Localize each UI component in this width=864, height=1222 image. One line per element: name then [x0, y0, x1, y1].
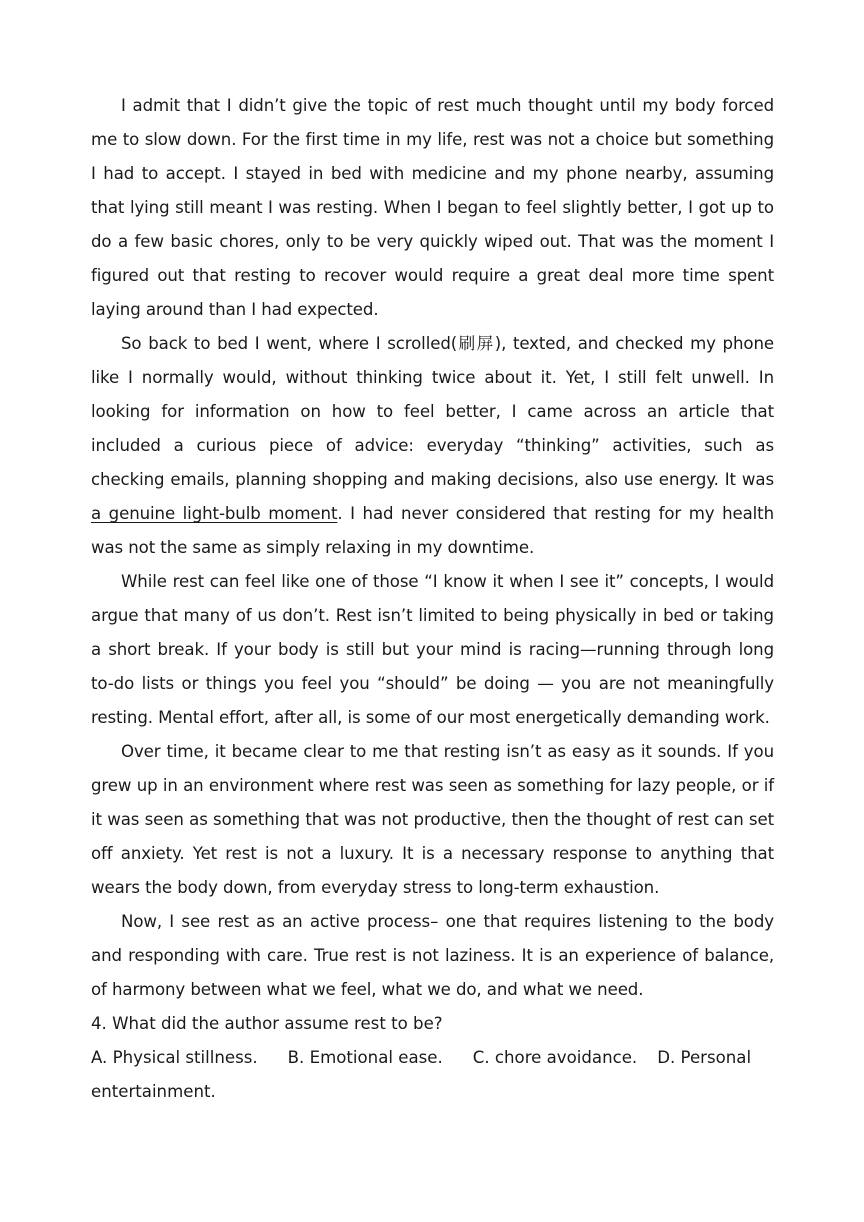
paragraph-3: While rest can feel like one of those “I know it when I see it” concepts, I would argue that many of us don’t. Rest isn’t limited to being physically in bed or taking a short break. If your body is still but your mind is racing—running through long to-do lists or things you feel you “should” be doing — you are not meaningfully resting. Mental effort, after all, is some of our most energetically demanding work.: [91, 572, 774, 727]
underlined-phrase: a genuine light-bulb moment: [91, 504, 338, 523]
option-c: C. chore avoidance.: [472, 1048, 638, 1067]
paragraph-5: Now, I see rest as an active process– one that requires listening to the body and responding with care. True rest is not laziness. It is an experience of balance, of harmony between what we feel, what we do, and what we need.: [91, 912, 774, 999]
option-b: B. Emotional ease.: [287, 1048, 443, 1067]
paragraph-1: I admit that I didn’t give the topic of rest much thought until my body forced me to slow down. For the first time in my life, rest was not a choice but something I had to accept. I stayed in bed with medicine and my phone nearby, assuming that lying still meant I was resting. When I began to feel slightly better, I got up to do a few basic chores, only to be very quickly wiped out. That was the moment I figured out that resting to recover would require a great deal more time spent laying around than I had expected.: [91, 96, 774, 319]
question-stem: 4. What did the author assume rest to be?: [91, 1014, 443, 1033]
paragraph-4: Over time, it became clear to me that resting isn’t as easy as it sounds. If you grew up in an environment where rest was seen as something for lazy people, or if it was seen as something that was not productive, then the thought of rest can set off anxiety. Yet rest is not a luxury. It is a necessary response to anything that wears the body down, from everyday stress to long-term exhaustion.: [91, 742, 774, 897]
paragraph-2: [91, 327, 774, 565]
option-d: D. Personal entertainment.: [91, 1048, 752, 1101]
paragraph-2-before: So back to bed I went, where I scrolled(刷屏), texted, and checked my phone like I normally would, without thinking twice about it. Yet, I still felt unwell. In looking for information on how to feel better, I came across an article that included a curious piece of advice: everyday “thinking” activities, such as checking emails, planning shopping and making decisions, also use energy. It was: [91, 334, 774, 489]
question-options: [91, 1041, 774, 1109]
option-a: A. Physical stillness.: [91, 1048, 258, 1067]
paragraph-2-after: . I had never considered that resting for my health was not the same as simply relaxing in my downtime.: [91, 504, 775, 557]
